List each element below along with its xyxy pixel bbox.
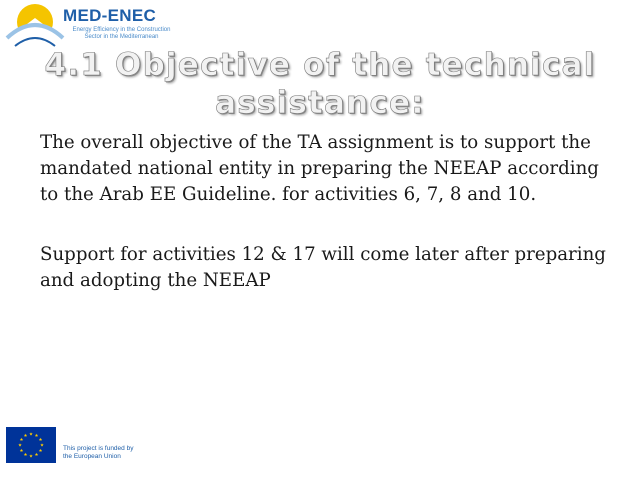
slide-title: 4.1 Objective of the technical assistance: <box>44 47 596 121</box>
logo-tagline: Energy Efficiency in the Construction Sector in the Mediterranean <box>72 27 171 40</box>
eu-flag-icon <box>6 427 56 463</box>
logo-name: MED-ENEC <box>63 6 157 25</box>
slide-body <box>40 130 610 294</box>
sun-house-logo-icon <box>5 2 65 52</box>
body-paragraph: Support for activities 12 & 17 will come later after preparing and adopting the NEEAP <box>40 244 606 291</box>
body-paragraph: The overall objective of the TA assignment is to support the mandated national entity in preparing the NEEAP according to the Arab EE Guideline. for activities 6, 7, 8 and 10. <box>40 132 599 205</box>
funding-note: This project is funded by the European Union <box>63 445 134 460</box>
